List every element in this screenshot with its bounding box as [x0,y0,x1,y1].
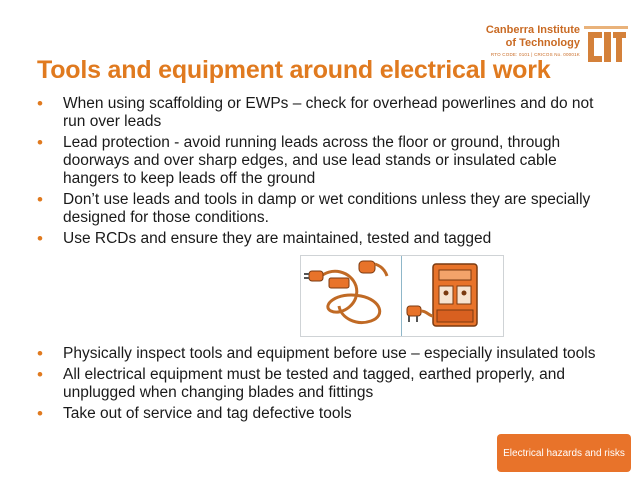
logo-line-2: of Technology [505,37,580,49]
page-title: Tools and equipment around electrical work [37,56,551,84]
extension-lead-rcd-icon [301,256,402,336]
bullet-list-top [37,95,597,251]
logo-small-text: RTO CODE: 0101 | CRICOS No. 00001K [490,52,580,57]
bullet-list-bottom [37,345,597,426]
bullet-item: • Take out of service and tag defective tools [37,405,597,423]
illustration-panel [300,255,504,337]
portable-rcd-unit-icon [401,256,501,336]
bullet-item: • Don’t use leads and tools in damp or wet conditions unless they are specially designed for those conditions. [37,191,597,227]
bullet-item: • When using scaffolding or EWPs – check for overhead powerlines and do not run over leads [37,95,597,131]
bullet-item: • Use RCDs and ensure they are maintained, tested and tagged [37,230,597,248]
topic-badge[interactable]: Electrical hazards and risks [497,434,631,472]
logo-text [470,24,580,50]
bullet-item: • Lead protection - avoid running leads across the floor or ground, through doorways and over sharp edges, and use lead stands or insulated cable hangers to keep leads off the ground [37,134,597,188]
logo-line-1: Canberra Institute [485,24,580,36]
cit-logo-mark-icon [584,22,628,66]
bullet-item: • All electrical equipment must be tested and tagged, earthed properly, and unplugged when changing blades and fittings [37,366,597,402]
bullet-item: • Physically inspect tools and equipment before use – especially insulated tools [37,345,597,363]
